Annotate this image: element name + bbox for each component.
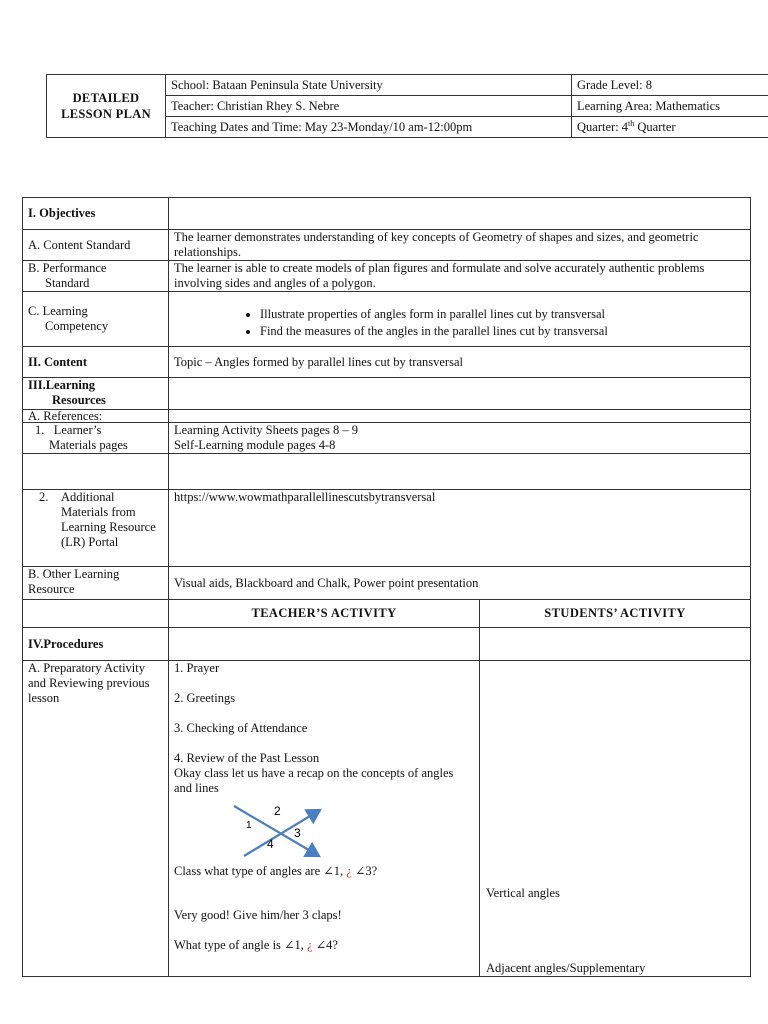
- additional-materials-label: 2. Additional Materials from Learning Resource (LR) Portal: [23, 490, 169, 567]
- competency-item: • Illustrate properties of angles form in parallel lines cut by transversal: [260, 306, 745, 323]
- learning-area-field: Learning Area: Mathematics: [572, 96, 768, 117]
- lesson-plan-table: [22, 197, 751, 977]
- procedures-heading: IV.Procedures: [23, 628, 169, 661]
- content-topic: Topic – Angles formed by parallel lines cut by transversal: [169, 347, 751, 378]
- teaching-dates-field: Teaching Dates and Time: May 23-Monday/10 am-12:00pm: [166, 117, 572, 138]
- teacher-field: Teacher: Christian Rhey S. Nebre: [166, 96, 572, 117]
- angle-label-4: 4: [267, 837, 274, 851]
- additional-materials-link[interactable]: https://www.wowmathparallellinescutsbytransversal: [169, 490, 751, 567]
- learners-materials-label: 1. Learner’s Materials pages: [23, 423, 169, 454]
- student-activity-cell: [480, 661, 751, 977]
- question-1: Class what type of angles are ∠1, ¿ ∠3?: [174, 864, 378, 878]
- teacher-activity-header: TEACHER’S ACTIVITY: [169, 600, 480, 628]
- teacher-activity-cell: [169, 661, 480, 977]
- angle-label-2: 2: [274, 804, 281, 818]
- learning-competency-text: [169, 292, 751, 347]
- grade-level-field: Grade Level: 8: [572, 75, 768, 96]
- school-field: School: Bataan Peninsula State University: [166, 75, 572, 96]
- other-resources-text: Visual aids, Blackboard and Chalk, Power point presentation: [169, 567, 751, 600]
- angle-label-3: 3: [294, 826, 301, 840]
- competency-item: • Find the measures of the angles in the parallel lines cut by transversal: [260, 323, 745, 340]
- content-heading: II. Content: [23, 347, 169, 378]
- competency-list: [174, 306, 745, 340]
- preparatory-activity-label: A. Preparatory Activity and Reviewing previous lesson: [23, 661, 169, 977]
- lesson-plan-title: DETAILED LESSON PLAN: [47, 75, 166, 138]
- angles-diagram: [224, 802, 404, 868]
- other-resources-label: B. Other Learning Resource: [23, 567, 169, 600]
- learning-competency-label: C. Learning Competency: [23, 292, 169, 347]
- praise-text: Very good! Give him/her 3 claps!: [174, 908, 342, 922]
- objectives-heading: I. Objectives: [23, 198, 169, 230]
- answer-2: Adjacent angles/Supplementary: [486, 961, 646, 975]
- learners-materials-text: Learning Activity Sheets pages 8 – 9 Self-Learning module pages 4-8: [169, 423, 751, 454]
- learning-resources-heading: III.Learning Resources: [23, 378, 169, 410]
- content-standard-label: A. Content Standard: [23, 230, 169, 261]
- prayer-step: 1. Prayer: [174, 661, 220, 675]
- performance-standard-label: B. Performance Standard: [23, 261, 169, 292]
- recap-text: Okay class let us have a recap on the concepts of angles and lines: [174, 766, 454, 795]
- angle-label-1: 1: [246, 820, 252, 831]
- header-table: [46, 74, 768, 138]
- answer-1: Vertical angles: [486, 886, 560, 900]
- content-standard-text: The learner demonstrates understanding of key concepts of Geometry of shapes and sizes, and geometric relationships.: [169, 230, 751, 261]
- review-step: 4. Review of the Past Lesson: [174, 751, 320, 765]
- quarter-field: Quarter: 4th Quarter: [572, 117, 768, 138]
- students-activity-header: STUDENTS’ ACTIVITY: [480, 600, 751, 628]
- attendance-step: 3. Checking of Attendance: [174, 721, 308, 735]
- performance-standard-text: The learner is able to create models of plan figures and formulate and solve accurately authentic problems involving sides and angles of a polygon.: [169, 261, 751, 292]
- question-2: What type of angle is ∠1, ¿ ∠4?: [174, 938, 338, 952]
- references-label: A. References:: [23, 410, 169, 423]
- greetings-step: 2. Greetings: [174, 691, 236, 705]
